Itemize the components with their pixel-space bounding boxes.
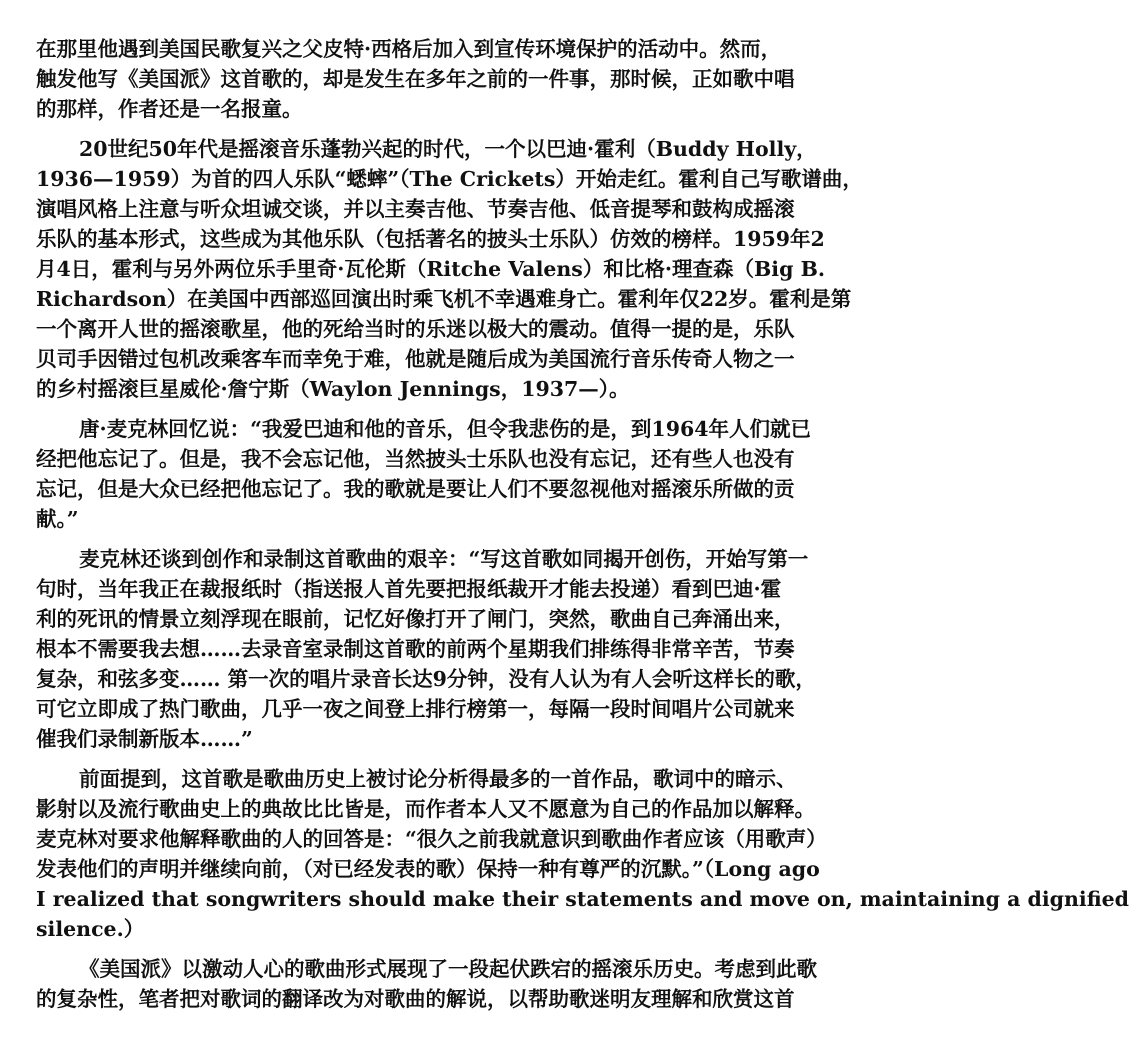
text-line: 演唱风格上注意与听众坦诚交谈，并以主奏吉他、节奏吉他、低音提琴和鼓构成摇滚 [36, 197, 795, 221]
text-line: 1936—1959）为首的四人乐队“蟋蟀”（The Crickets）开始走红。霍利自己写歌谱曲， [36, 167, 863, 191]
text-line: 唐·麦克林回忆说：“我爱巴迪和他的音乐，但令我悲伤的是，到1964年人们就已 [79, 417, 811, 441]
text-line: 20世纪50年代是摇滚音乐蓬勃兴起的时代，一个以巴迪·霍利（Buddy Holly， [79, 137, 817, 161]
text-line: 前面提到，这首歌是歌曲历史上被讨论分析得最多的一首作品，歌词中的暗示、 [79, 767, 797, 791]
text-line: 复杂，和弦多变…… 第一次的唱片录音长达9分钟，没有人认为有人会听这样长的歌， [36, 667, 816, 691]
text-line: 根本不需要我去想……去录音室录制这首歌的前两个星期我们排练得非常辛苦，节奏 [36, 637, 795, 661]
text-line: 在那里他遇到美国民歌复兴之父皮特·西格后加入到宣传环境保护的活动中。然而， [36, 37, 782, 61]
text-line: 影射以及流行歌曲史上的典故比比皆是，而作者本人又不愿意为自己的作品加以解释。 [36, 797, 815, 821]
text-line: 句时，当年我正在裁报纸时（指送报人首先要把报纸裁开才能去投递）看到巴迪·霍 [36, 577, 782, 601]
text-line: 催我们录制新版本……” [36, 727, 253, 751]
text-line: 利的死讯的情景立刻浮现在眼前，记忆好像打开了闸门，突然，歌曲自己奔涌出来， [36, 607, 795, 631]
text-line: 麦克林还谈到创作和录制这首歌曲的艰辛：“写这首歌如同揭开创伤，开始写第一 [79, 547, 809, 571]
paragraph [36, 34, 795, 124]
paragraph [36, 134, 863, 404]
text-line: 经把他忘记了。但是，我不会忘记他，当然披头士乐队也没有忘记，还有些人也没有 [36, 447, 795, 471]
text-line: 的乡村摇滚巨星威伦·詹宁斯（Waylon Jennings，1937—）。 [36, 377, 630, 401]
text-line: 的复杂性，笔者把对歌词的翻译改为对歌曲的解说，以帮助歌迷明友理解和欣赏这首 [36, 987, 795, 1011]
text-line: 触发他写《美国派》这首歌的，却是发生在多年之前的一件事，那时候，正如歌中唱 [36, 67, 795, 91]
text-line: 可它立即成了热门歌曲，几乎一夜之间登上排行榜第一，每隔一段时间唱片公司就来 [36, 697, 795, 721]
text-line: silence.） [36, 917, 145, 941]
text-line: 一个离开人世的摇滚歌星，他的死给当时的乐迷以极大的震动。值得一提的是，乐队 [36, 317, 795, 341]
paragraph [36, 544, 816, 754]
document-page [36, 34, 1129, 1024]
text-line: I realized that songwriters should make their statements and move on, maintaining a dignified [36, 887, 1129, 911]
text-line: 月4日，霍利与另外两位乐手里奇·瓦伦斯（Ritche Valens）和比格·理查森（Big B. [36, 257, 826, 281]
text-line: 发表他们的声明并继续向前，（对已经发表的歌）保持一种有尊严的沉默。”（Long ago [36, 857, 820, 881]
text-line: Richardson）在美国中西部巡回演出时乘飞机不幸遇难身亡。霍利年仅22岁。霍利是第 [36, 287, 852, 311]
text-line: 献。” [36, 507, 79, 531]
text-line: 《美国派》以激动人心的歌曲形式展现了一段起伏跌宕的摇滚乐历史。考虑到此歌 [79, 957, 817, 981]
paragraph [36, 954, 817, 1014]
text-line: 麦克林对要求他解释歌曲的人的回答是：“很久之前我就意识到歌曲作者应该（用歌声） [36, 827, 827, 851]
text-line: 忘记，但是大众已经把他忘记了。我的歌就是要让人们不要忽视他对摇滚乐所做的贡 [36, 477, 795, 501]
paragraph [36, 414, 811, 534]
paragraph [36, 764, 1129, 944]
text-line: 贝司手因错过包机改乘客车而幸免于难，他就是随后成为美国流行音乐传奇人物之一 [36, 347, 795, 371]
text-line: 的那样，作者还是一名报童。 [36, 97, 303, 121]
text-line: 乐队的基本形式，这些成为其他乐队（包括著名的披头士乐队）仿效的榜样。1959年2 [36, 227, 825, 251]
